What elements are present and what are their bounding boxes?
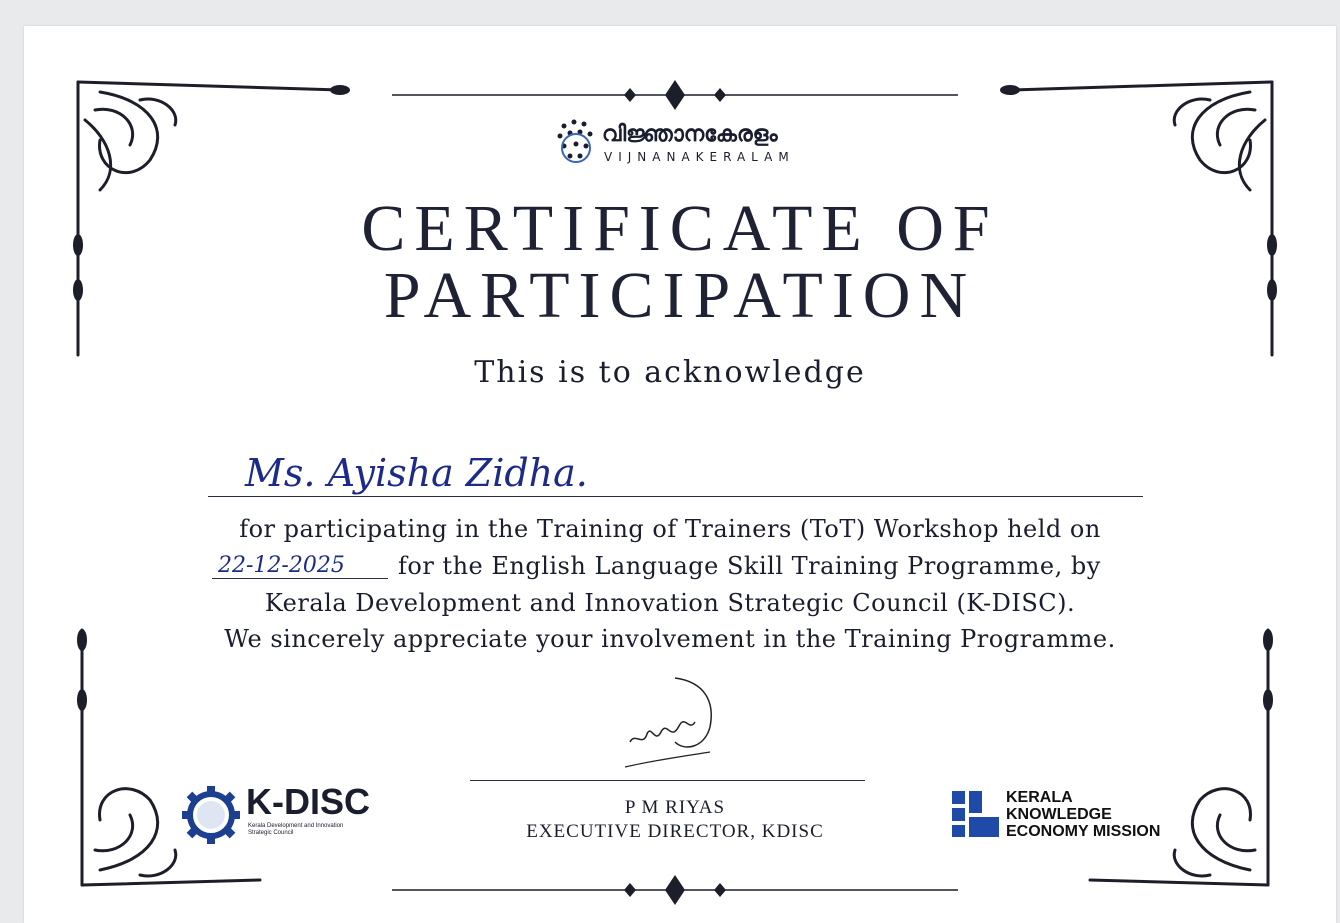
- kkem-line2: KNOWLEDGE: [1006, 806, 1112, 823]
- kkem-text: [1006, 789, 1160, 840]
- vijnanakeralam-logo: [552, 118, 822, 170]
- kdisc-subtitle: [248, 823, 343, 837]
- kdisc-subtitle-line2: Strategic Council: [248, 830, 294, 836]
- body-line-2: for the English Language Skill Training Programme, by: [398, 552, 1101, 580]
- signatory-name: P M RIYAS: [624, 797, 726, 818]
- logo-malayalam-text: വിജ്ഞാനകേരളം: [602, 122, 778, 147]
- signature-line: [470, 780, 865, 781]
- body-line-4: We sincerely appreciate your involvement in the Training Programme.: [224, 625, 1116, 653]
- event-date: 22-12-2025: [218, 553, 345, 578]
- recipient-underline: [208, 496, 1143, 497]
- signatory-block: [470, 796, 880, 844]
- date-underline: [212, 578, 388, 579]
- kdisc-subtitle-line1: Kerala Development and Innovation: [248, 823, 344, 829]
- gear-icon: [180, 784, 242, 846]
- kkem-blocks-icon: [952, 791, 1000, 839]
- kdisc-wordmark: K-DISC: [246, 781, 370, 822]
- kdisc-logo: [180, 782, 380, 846]
- acknowledge-text: This is to acknowledge: [474, 355, 866, 390]
- recipient-name: Ms. Ayisha Zidha.: [245, 451, 588, 495]
- vijnanakeralam-emblem-icon: [552, 118, 600, 168]
- certificate-title-line2: PARTICIPATION: [383, 259, 977, 332]
- body-line-3: Kerala Development and Innovation Strategic Council (K-DISC).: [264, 589, 1076, 617]
- signatory-designation: EXECUTIVE DIRECTOR, KDISC: [526, 821, 824, 842]
- kkem-line1: KERALA: [1006, 789, 1073, 806]
- certificate-title-line1: CERTIFICATE OF: [361, 192, 999, 265]
- kkem-line3: ECONOMY MISSION: [1006, 823, 1161, 840]
- handwritten-signature: [615, 672, 735, 772]
- logo-latin-text: VIJNANAKERALAM: [604, 150, 795, 164]
- body-line-1: for participating in the Training of Trainers (ToT) Workshop held on: [239, 515, 1101, 543]
- kkem-logo: [952, 789, 1172, 845]
